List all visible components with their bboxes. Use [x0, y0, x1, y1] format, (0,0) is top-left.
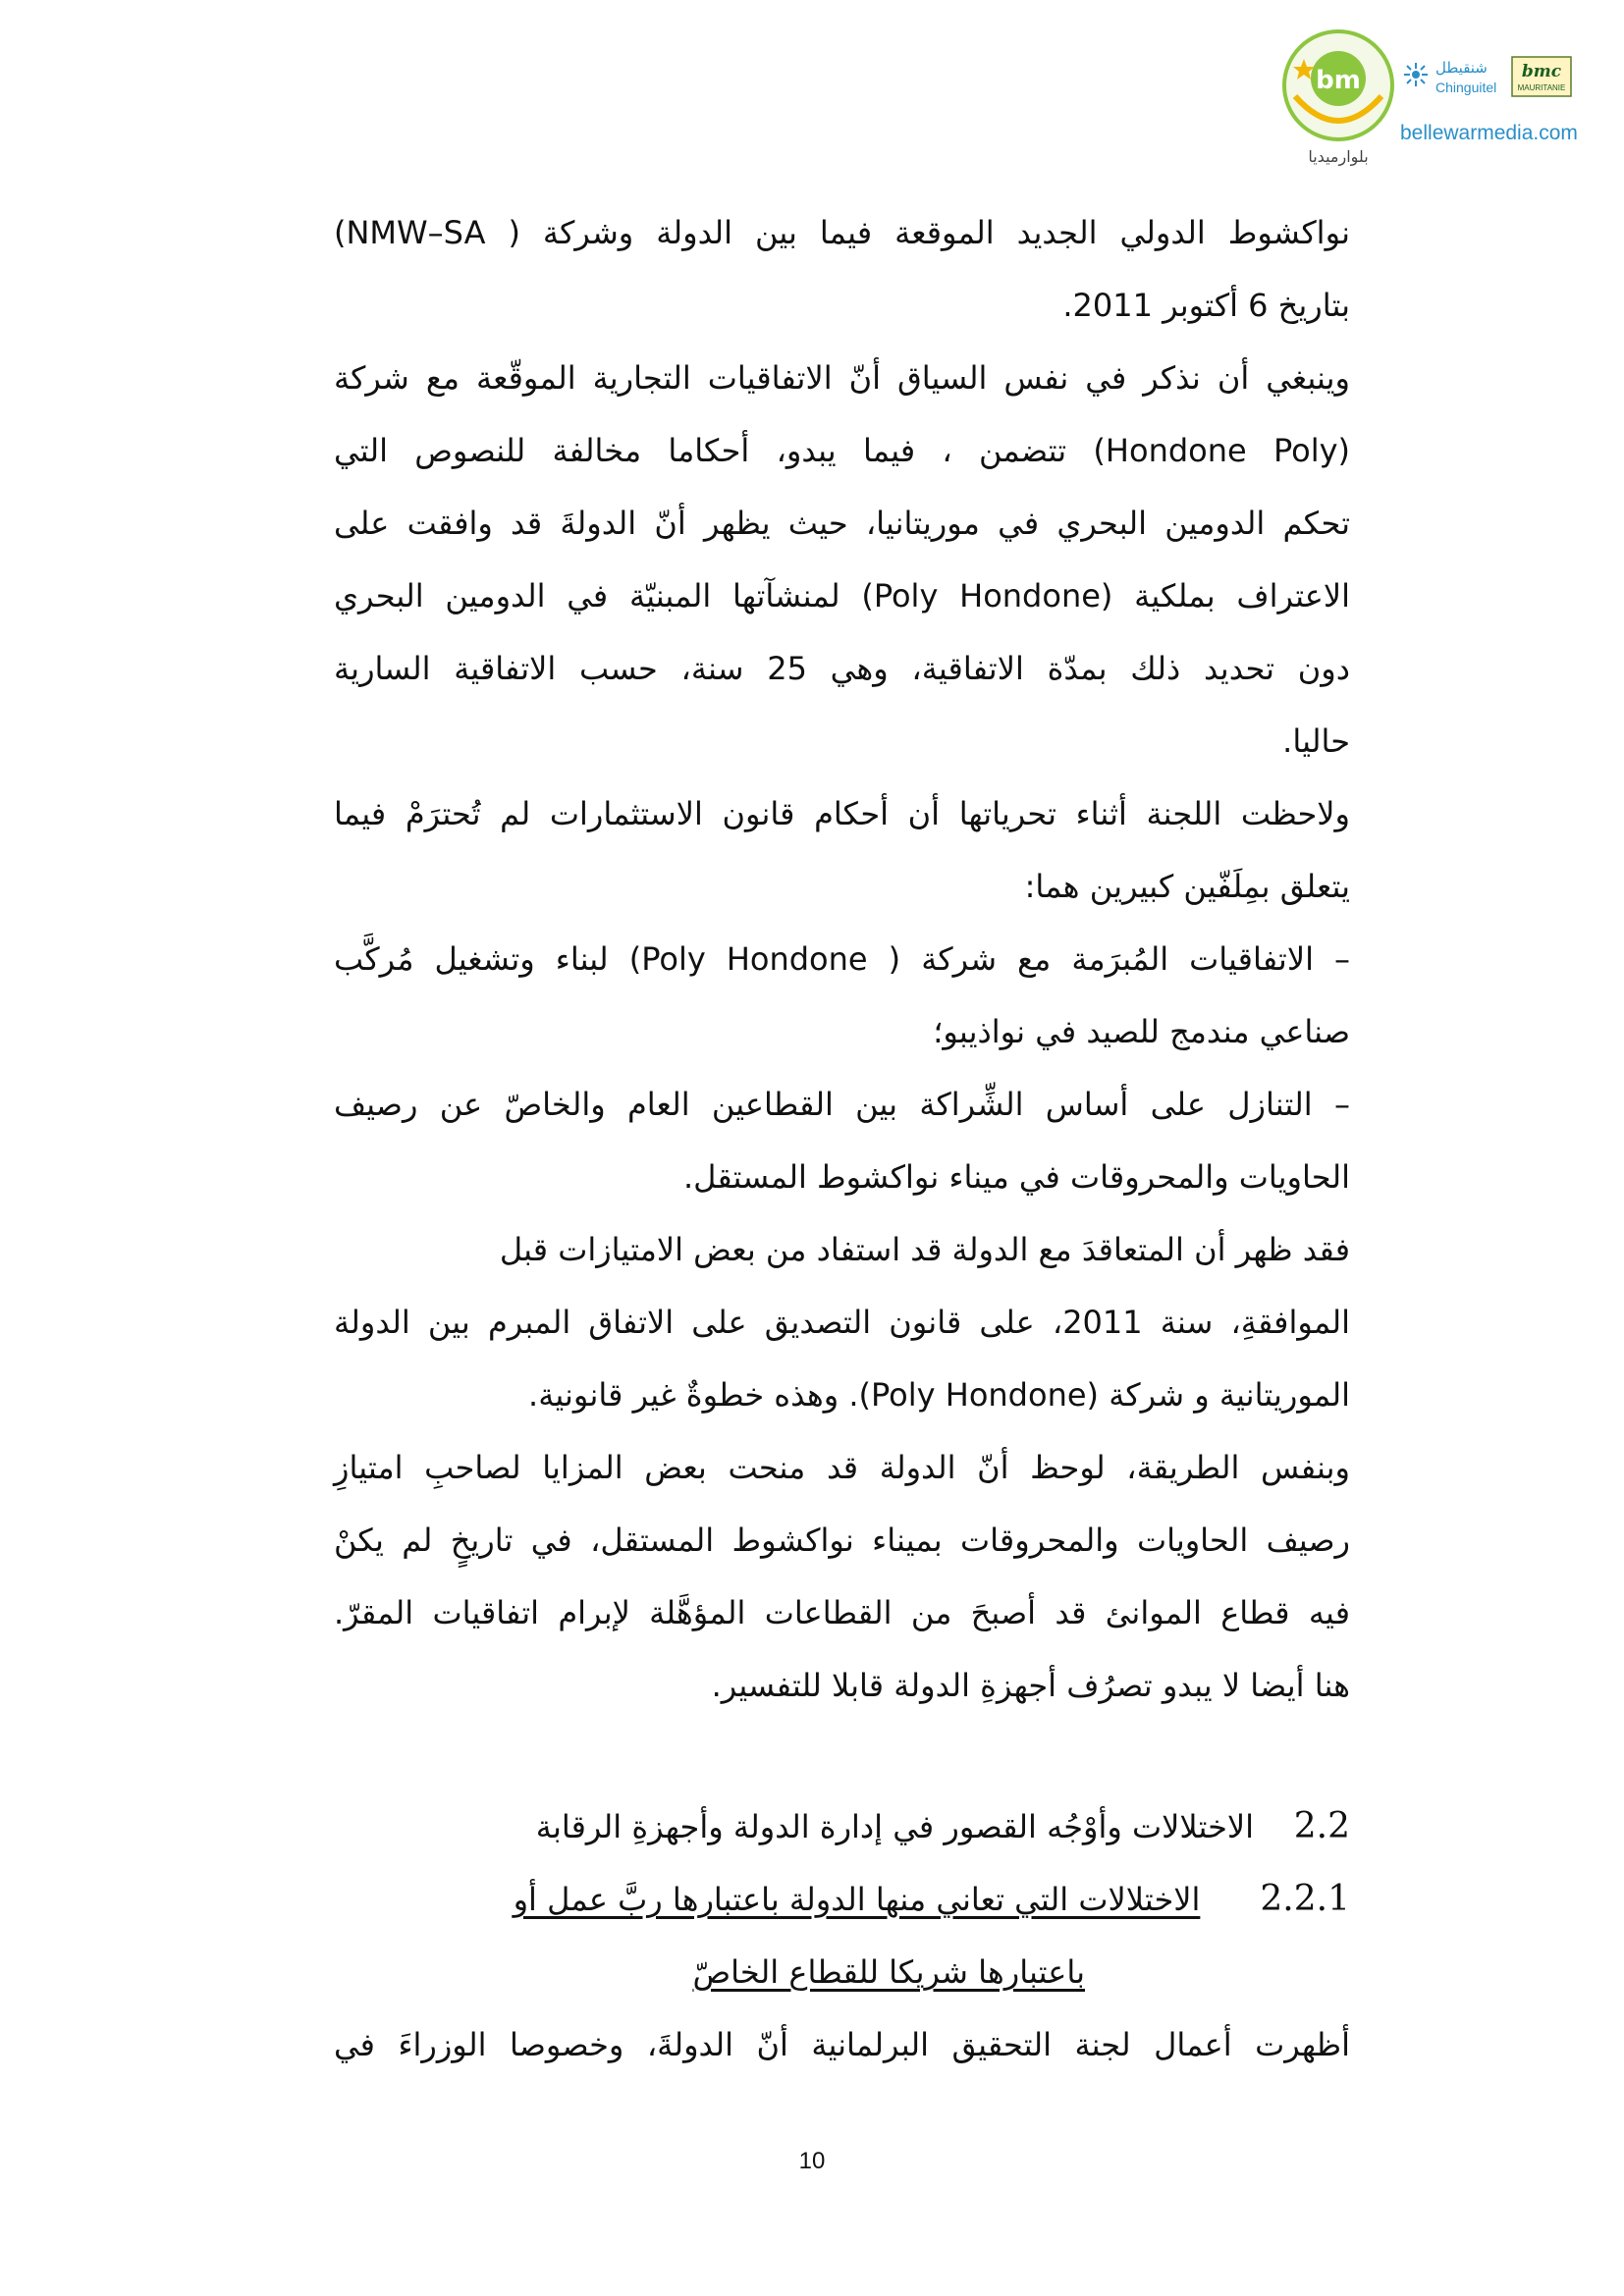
page-body — [334, 196, 1350, 2081]
body-line: صناعي مندمج للصيد في نواذيبو؛ — [933, 1013, 1350, 1050]
body-line: دون تحديد ذلك بمدّة الاتفاقية، وهي 25 سنة، حسب الاتفاقية السارية — [334, 650, 1351, 687]
section-title: الاختلالات وأوْجُه القصور في إدارة الدولة وأجهزةِ الرقابة — [535, 1808, 1255, 1845]
body-line: – التنازل على أساس الشِّراكة بين القطاعين العام والخاصّ عن رصيف — [334, 1086, 1350, 1123]
body-line: فقد ظهر أن المتعاقدَ مع الدولة قد استفاد من بعض الامتيازات قبل — [499, 1231, 1350, 1268]
section-heading-2-2 — [334, 1790, 1350, 1863]
brand-country: MAURITANIE — [1517, 83, 1566, 92]
page-number: 10 — [798, 2148, 826, 2174]
brand-latin: Chinguitel — [1435, 80, 1497, 95]
section-number: 2.2.1 — [1260, 1879, 1350, 1919]
body-line: فيه قطاع الموانئ قد أصبحَ من القطاعات المؤهَّلة لإبرام اتفاقيات المقرّ. — [334, 1594, 1350, 1631]
section-title-continued: باعتبارها شريكا للقطاع الخاصّ — [692, 1953, 1085, 1991]
header-logos — [1280, 27, 1578, 166]
body-line: نواكشوط الدولي الجديد الموقعة فيما بين الدولة وشركة ( NMW–SA) — [334, 214, 1350, 251]
body-line: الاعتراف بملكية (Poly Hondone) لمنشآتها المبنيّة في الدومين البحري — [334, 577, 1351, 614]
body-line: هنا أيضا لا يبدو تصرُف أجهزةِ الدولة قابلا للتفسير. — [711, 1667, 1350, 1704]
chinguitel-logo-icon — [1396, 51, 1575, 110]
body-line: – الاتفاقيات المُبرَمة مع شركة ( Poly Hondone) لبناء وتشغيل مُركَّب — [334, 940, 1351, 978]
body-line: الموافقةِ، سنة 2011، على قانون التصديق على الاتفاق المبرم بين الدولة — [334, 1304, 1351, 1341]
body-line: الحاويات والمحروقات في ميناء نواكشوط المستقل. — [682, 1158, 1350, 1196]
section-number: 2.2 — [1293, 1806, 1350, 1846]
section-heading-2-2-1 — [334, 1863, 1350, 1936]
logo-caption: بلوارميديا — [1308, 147, 1369, 166]
body-line: ولاحظت اللجنة أثناء تحرياتها أن أحكام قانون الاستثمارات لم تُحترَمْ فيما — [334, 795, 1350, 832]
brand-badge: bmc — [1521, 62, 1562, 81]
section-title: الاختلالات التي تعاني منها الدولة باعتبارها ربَّ عمل أو — [513, 1881, 1201, 1918]
svg-text:bm: bm — [1316, 66, 1361, 95]
brand-arabic: شنقيطل — [1435, 59, 1488, 77]
section-heading-2-2-1-cont — [334, 1936, 1350, 2008]
site-url: bellewarmedia.com — [1400, 122, 1578, 144]
body-line: أظهرت أعمال لجنة التحقيق البرلمانية أنّ الدولةَ، وخصوصا الوزراءَ في — [334, 2026, 1350, 2063]
body-line: حاليا. — [1282, 722, 1350, 760]
body-line: (Hondone Poly) تتضمن ، فيما يبدو، أحكاما مخالفة للنصوص التي — [334, 432, 1351, 469]
body-line: رصيف الحاويات والمحروقات بميناء نواكشوط المستقل، في تاريخٍ لم يكنْ — [334, 1522, 1350, 1559]
body-line: وبنفس الطريقة، لوحظ أنّ الدولة قد منحت بعض المزايا لصاحبِ امتيازِ — [334, 1449, 1350, 1486]
body-line: تحكم الدومين البحري في موريتانيا، حيث يظهر أنّ الدولةَ قد وافقت على — [334, 505, 1350, 542]
bellewar-media-logo-icon — [1280, 27, 1396, 143]
body-line: بتاريخ 6 أكتوبر 2011. — [1062, 287, 1350, 324]
body-line: يتعلق بمِلَفّين كبيرين هما: — [1024, 868, 1350, 905]
body-line: وينبغي أن نذكر في نفس السياق أنّ الاتفاقيات التجارية الموقّعة مع شركة — [334, 359, 1350, 397]
body-line: الموريتانية و شركة (Poly Hondone). وهذه خطوةٌ غير قانونية. — [528, 1376, 1350, 1414]
